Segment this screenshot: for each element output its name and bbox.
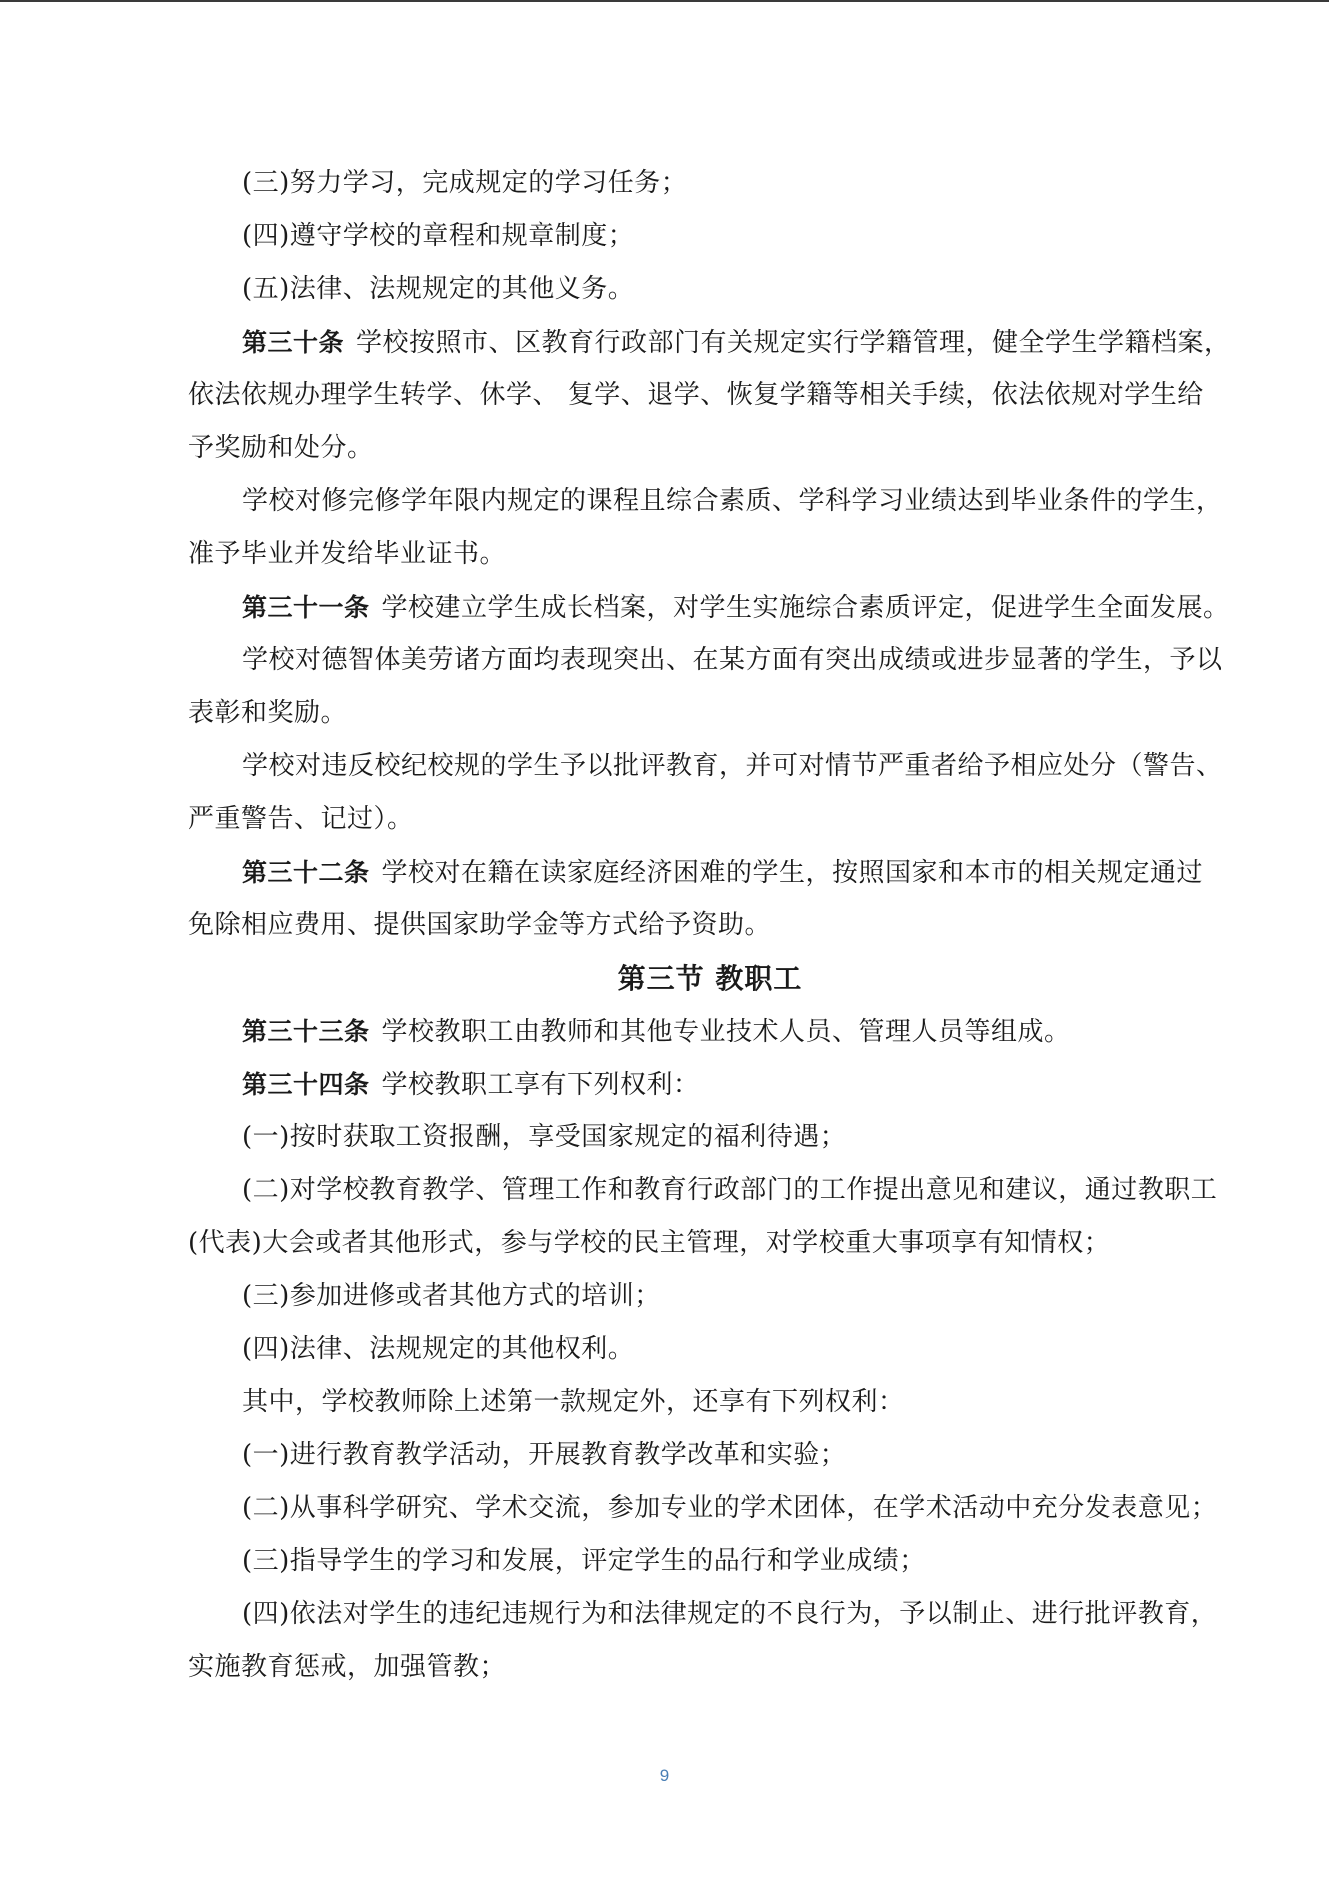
article-33: 第三十三条 学校教职工由教师和其他专业技术人员、管理人员等组成。 — [242, 1017, 1071, 1047]
paragraph-line: 学校对修完修学年限内规定的课程且综合素质、学科学习业绩达到毕业条件的学生， — [242, 486, 1223, 516]
article-32: 第三十二条 学校对在籍在读家庭经济困难的学生，按照国家和本市的相关规定通过 — [242, 858, 1204, 888]
paragraph-line: 依法依规办理学生转学、休学、 复学、退学、恢复学籍等相关手续，依法依规对学生给 — [188, 380, 1204, 410]
article-30: 第三十条 学校按照市、区教育行政部门有关规定实行学籍管理，健全学生学籍档案， — [242, 328, 1231, 358]
paragraph-line: 实施教育惩戒，加强管教； — [188, 1652, 507, 1682]
clause-line: (一)进行教育教学活动，开展教育教学改革和实验； — [242, 1440, 847, 1470]
paragraph-line: 免除相应费用、提供国家助学金等方式给予资助。 — [188, 910, 772, 940]
clause-line: (三)指导学生的学习和发展，评定学生的品行和学业成绩； — [242, 1546, 926, 1576]
clause-line: (一)按时获取工资报酬，享受国家规定的福利待遇； — [242, 1122, 847, 1152]
article-34: 第三十四条 学校教职工享有下列权利： — [242, 1070, 700, 1100]
paragraph-line: 严重警告、记过）。 — [188, 804, 414, 834]
section-title: 第三节 教职工 — [617, 962, 803, 995]
clause-line: (二)从事科学研究、学术交流，参加专业的学术团体，在学术活动中充分发表意见； — [242, 1493, 1218, 1523]
paragraph-line: 其中，学校教师除上述第一款规定外，还享有下列权利： — [242, 1387, 905, 1417]
article-heading: 第三十一条 — [242, 593, 370, 622]
top-border-line — [0, 0, 1329, 2]
clause-line: (五)法律、法规规定的其他义务。 — [242, 274, 635, 304]
paragraph-line: 表彰和奖励。 — [188, 698, 348, 728]
document-body — [188, 157, 1232, 1694]
clause-line: (四)依法对学生的违纪违规行为和法律规定的不良行为，予以制止、进行批评教育， — [242, 1599, 1218, 1629]
paragraph-line: 学校对违反校纪校规的学生予以批评教育，并可对情节严重者给予相应处分（警告、 — [242, 751, 1223, 781]
paragraph-line: 学校对德智体美劳诸方面均表现突出、在某方面有突出成绩或进步显著的学生，予以 — [242, 645, 1223, 675]
clause-line: (四)法律、法规规定的其他权利。 — [242, 1334, 635, 1364]
article-31: 第三十一条 学校建立学生成长档案，对学生实施综合素质评定，促进学生全面发展。 — [242, 593, 1230, 623]
article-heading: 第三十四条 — [242, 1070, 370, 1099]
article-heading: 第三十条 — [242, 328, 345, 357]
article-heading: 第三十二条 — [242, 858, 370, 887]
clause-line: (三)努力学习，完成规定的学习任务； — [242, 168, 688, 198]
clause-line: (二)对学校教育教学、管理工作和教育行政部门的工作提出意见和建议，通过教职工 — [242, 1175, 1218, 1205]
page-number: 9 — [659, 1766, 670, 1785]
clause-line: (三)参加进修或者其他方式的培训； — [242, 1281, 661, 1311]
paragraph-line: 准予毕业并发给毕业证书。 — [188, 539, 507, 569]
clause-line: (四)遵守学校的章程和规章制度； — [242, 221, 635, 251]
paragraph-line: 予奖励和处分。 — [188, 433, 374, 463]
paragraph-line: (代表)大会或者其他形式，参与学校的民主管理，对学校重大事项享有知情权； — [188, 1228, 1111, 1258]
article-heading: 第三十三条 — [242, 1017, 370, 1046]
